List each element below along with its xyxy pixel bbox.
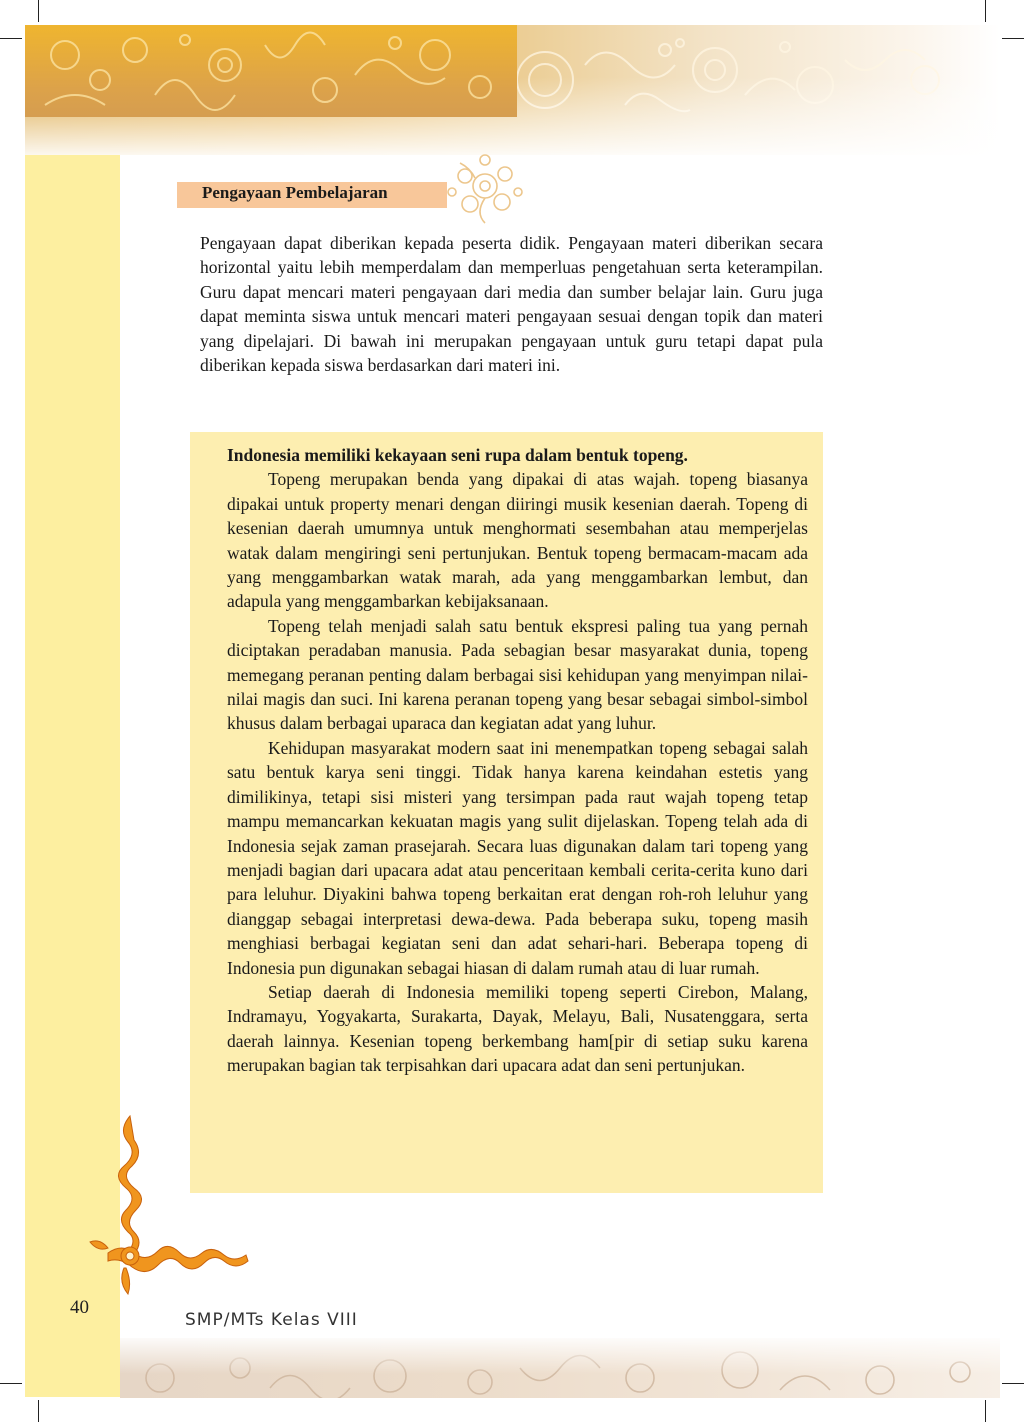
- enrichment-paragraph: Kehidupan masyarakat modern saat ini menempatkan topeng sebagai salah satu bentuk karya seni tinggi. Tidak hanya karena keindahan estetis yang dimilikinya, tetapi sisi misteri yang tersimpan pada raut wajah topeng tetap mampu memancarkan kekuatan magis yang sulit dijelaskan. Topeng telah ada di Indonesia sejak zaman prasejarah. Secara luas digunakan dalam tari topeng yang menjadi bagian dari upacara adat atau penceritaan kembali cerita-cerita kuno dari para leluhur. Diyakini bahwa topeng berkaitan erat dengan roh-roh leluhur yang dianggap sebagai interpretasi dewa-dewa. Pada beberapa suku, topeng masih menghiasi berbagai kegiatan seni dan adat sehari-hari. Beberapa topeng di Indonesia pun digunakan sebagai hiasan di dalam rumah atau di luar rumah.: [227, 737, 808, 978]
- crop-mark: [38, 1400, 39, 1422]
- crop-mark: [1002, 1383, 1024, 1384]
- footer-fade: [120, 1338, 1000, 1398]
- crop-mark: [0, 38, 22, 39]
- footer-band: [120, 1338, 1000, 1398]
- page-number: 40: [70, 1297, 89, 1318]
- enrichment-content: [227, 443, 808, 1078]
- enrichment-paragraph: Setiap daerah di Indonesia memiliki topeng seperti Cirebon, Malang, Indramayu, Yogyakarta, Surakarta, Dayak, Melayu, Bali, Nusatenggara, serta daerah lainnya. Kesenian topeng berkembang ham[pir di setiap suku karena merupakan bagian tak terpisahkan dari upacara adat dan seni pertunjukan.: [227, 981, 808, 1076]
- crop-mark: [38, 0, 39, 22]
- book-title: SMP/MTs Kelas VIII: [185, 1310, 358, 1330]
- floral-ornament-icon: [440, 148, 530, 228]
- scroll-corner-ornament-icon: [78, 1108, 263, 1298]
- enrichment-paragraph: Topeng telah menjadi salah satu bentuk ekspresi paling tua yang pernah diciptakan peradaban manusia. Pada sebagian besar masyarakat dunia, topeng memegang peranan penting dalam berbagai sisi kehidupan yang menyimpan nilai-nilai magis dan suci. Ini karena peranan topeng yang besar sebagai simbol-simbol khusus dalam berbagai uparaca dan kegiatan adat yang luhur.: [227, 615, 808, 734]
- batik-swirl-pattern: [25, 25, 517, 117]
- crop-mark: [0, 1383, 22, 1384]
- enrichment-paragraph: Topeng merupakan benda yang dipakai di atas wajah. topeng biasanya dipakai untuk property menari dengan diiringi musik kesenian daerah. Topeng di kesenian daerah umumnya untuk menghormati sesembahan atau memperjelas watak dalam mengiringi seni pertunjukan. Bentuk topeng bermacam-macam ada yang menggambarkan watak marah, ada yang menggambarkan lembut, dan adapula yang menggambarkan kebijaksanaan.: [227, 469, 808, 612]
- intro-paragraph: Pengayaan dapat diberikan kepada peserta didik. Pengayaan materi diberikan secara horizontal yaitu lebih memperdalam dan memperluas pengetahuan serta keterampilan. Guru dapat mencari materi pengayaan dari media dan sumber belajar lain. Guru juga dapat meminta siswa untuk mencari materi pengayaan sesuai dengan topik dan materi yang dipelajari. Di bawah ini merupakan pengayaan untuk guru tetapi dapat pula diberikan kepada siswa berdasarkan dari materi ini.: [200, 233, 823, 376]
- crop-mark: [1002, 38, 1024, 39]
- header-banner-tab: [25, 25, 517, 117]
- enrichment-title: Indonesia memiliki kekayaan seni rupa dalam bentuk topeng.: [227, 445, 688, 465]
- crop-mark: [985, 0, 986, 22]
- crop-mark: [985, 1400, 986, 1422]
- section-heading: Pengayaan Pembelajaran: [202, 183, 388, 202]
